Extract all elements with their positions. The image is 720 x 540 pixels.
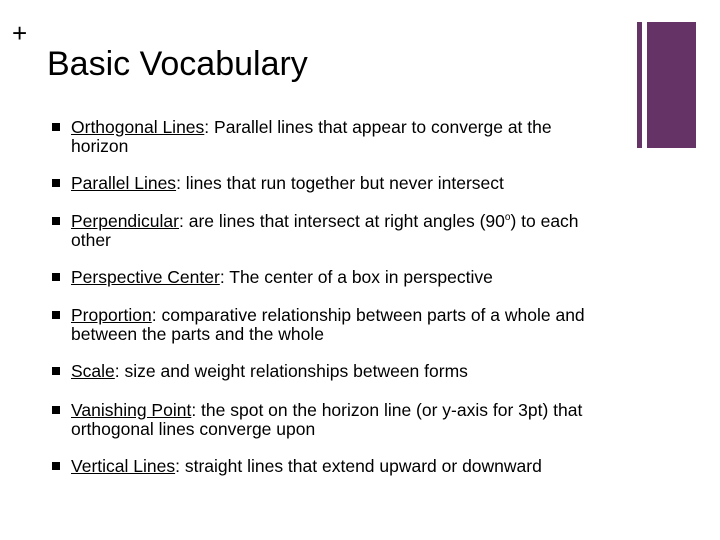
definition: comparative relationship between parts of a whole and between the parts and the whole bbox=[71, 305, 585, 344]
decorative-line bbox=[637, 22, 642, 148]
superscript: o bbox=[504, 212, 511, 224]
definition: lines that run together but never intersect bbox=[180, 173, 504, 193]
slide-title: Basic Vocabulary bbox=[47, 45, 308, 83]
term: Parallel Lines bbox=[71, 173, 177, 193]
separator: : bbox=[178, 211, 184, 231]
term: Proportion bbox=[71, 305, 152, 325]
plus-icon: + bbox=[12, 18, 28, 48]
bullet-icon bbox=[52, 273, 60, 281]
definition: the spot on the horizon line (or y-axis for 3pt) that orthogonal lines converge upon bbox=[71, 400, 583, 439]
item-text bbox=[71, 362, 611, 381]
separator: : bbox=[114, 361, 120, 381]
item-text bbox=[71, 401, 611, 439]
separator: : bbox=[191, 400, 197, 420]
definition: Parallel lines that appear to converge at the horizon bbox=[71, 117, 552, 156]
definition: size and weight relationships between forms bbox=[119, 361, 468, 381]
term: Vertical Lines bbox=[71, 456, 176, 476]
bullet-icon bbox=[52, 217, 60, 225]
definition: straight lines that extend upward or downward bbox=[179, 456, 542, 476]
bullet-icon bbox=[52, 406, 60, 414]
term: Perspective Center bbox=[71, 267, 220, 287]
term: Orthogonal Lines bbox=[71, 117, 205, 137]
bullet-icon bbox=[52, 123, 60, 131]
item-text bbox=[71, 212, 611, 250]
bullet-icon bbox=[52, 462, 60, 470]
definition-end: ) to each other bbox=[71, 211, 579, 250]
term: Vanishing Point bbox=[71, 400, 192, 420]
item-text bbox=[71, 306, 611, 344]
separator: : bbox=[175, 456, 180, 476]
term: Scale bbox=[71, 361, 115, 381]
definition: The center of a box in perspective bbox=[224, 267, 493, 287]
bullet-icon bbox=[52, 311, 60, 319]
item-text bbox=[71, 268, 611, 287]
bullet-icon bbox=[52, 367, 60, 375]
item-text bbox=[71, 457, 611, 476]
separator: : bbox=[204, 117, 210, 137]
term: Perpendicular bbox=[71, 211, 179, 231]
decorative-bar bbox=[647, 22, 696, 148]
item-text bbox=[71, 118, 611, 156]
item-text bbox=[71, 174, 611, 193]
bullet-icon bbox=[52, 179, 60, 187]
separator: : bbox=[219, 267, 225, 287]
definition: are lines that intersect at right angles (90 bbox=[183, 211, 505, 231]
separator: : bbox=[176, 173, 181, 193]
separator: : bbox=[151, 305, 157, 325]
